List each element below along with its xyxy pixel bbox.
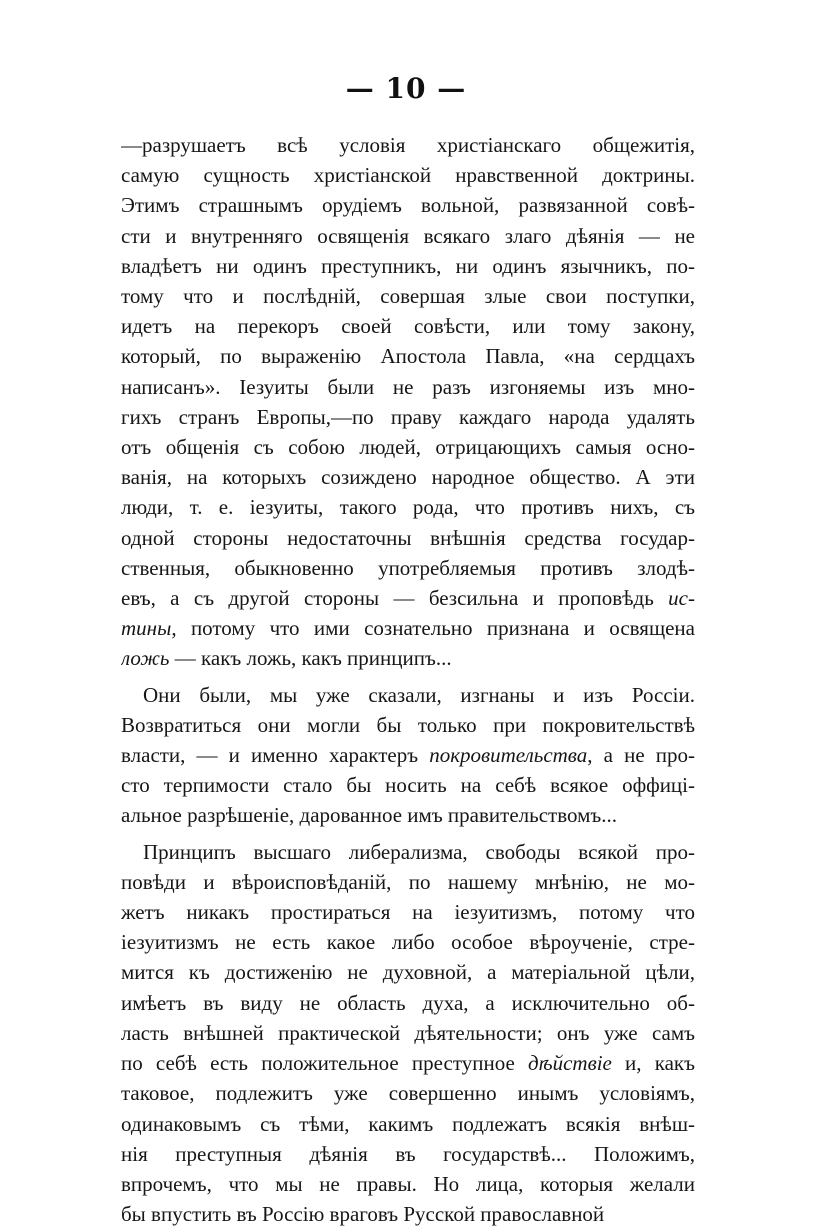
text-segment: — какъ ложь, какъ принципъ... (169, 646, 452, 671)
text-line (121, 927, 695, 957)
text-segment: гихъ странъ Европы,—по праву каждаго народа удалять (121, 404, 695, 429)
italic-text: ис- (668, 586, 695, 611)
text-segment: тому что и послѣдній, совершая злые свои поступки, (121, 284, 695, 309)
text-line (121, 1078, 695, 1108)
paragraph (121, 837, 695, 1229)
text-line (121, 1139, 695, 1169)
text-segment: люди, т. е. іезуиты, такого рода, что противъ нихъ, съ (121, 495, 695, 520)
text-segment: іезуитизмъ не есть какое либо особое вѣроученіе, стре- (121, 930, 695, 955)
text-segment: мится къ достиженію не духовной, а матеріальной цѣли, (121, 960, 695, 985)
text-line (121, 281, 695, 311)
italic-text: тины (121, 616, 172, 641)
text-segment: самую сущность христіанской нравственной доктрины. (121, 163, 695, 188)
text-segment: сти и внутренняго освященія всякаго злаго дѣянія — не (121, 223, 695, 248)
text-segment: отъ общенія съ собою людей, отрицающихъ самыя осно- (121, 435, 695, 460)
text-line (121, 553, 695, 583)
text-line (121, 680, 695, 710)
text-line (121, 1199, 695, 1229)
paragraph (121, 130, 695, 674)
text-segment: идетъ на перекоръ своей совѣсти, или тому закону, (121, 314, 695, 339)
italic-text: ложь (121, 646, 170, 671)
text-line (121, 710, 695, 740)
text-segment: , потому что ими сознательно признана и освящена (171, 616, 695, 641)
text-segment: евъ, а съ другой стороны — безсильна и проповѣдь (121, 586, 669, 611)
text-segment: Этимъ страшнымъ орудіемъ вольной, развязанной совѣ- (121, 193, 695, 218)
text-line (121, 988, 695, 1018)
text-line (121, 1048, 695, 1078)
text-line (121, 837, 695, 867)
text-segment: по себѣ есть положительное преступное (121, 1051, 528, 1076)
text-segment: ственныя, обыкновенно употребляемыя противъ злодѣ- (121, 555, 695, 580)
paragraph (121, 680, 695, 831)
text-segment: таковое, подлежитъ уже совершенно инымъ условіямъ, (121, 1081, 695, 1106)
text-segment: ласть внѣшней практической дѣятельности; онъ уже самъ (121, 1020, 695, 1045)
text-line (121, 492, 695, 522)
text-line (121, 957, 695, 987)
text-segment: , а не про- (587, 743, 695, 768)
text-line (121, 130, 695, 160)
text-line (121, 190, 695, 220)
text-line (121, 1169, 695, 1199)
text-segment: жетъ никакъ простираться на іезуитизмъ, потому что (121, 900, 695, 925)
text-segment: бы впустить въ Россію враговъ Русской православной (121, 1202, 605, 1227)
text-segment: Возвратиться они могли бы только при покровительствѣ (121, 712, 695, 737)
text-segment: имѣетъ въ виду не область духа, а исключительно об- (121, 990, 695, 1015)
text-line (121, 523, 695, 553)
text-line (121, 867, 695, 897)
text-line (121, 897, 695, 927)
text-segment: владѣетъ ни одинъ преступникъ, ни одинъ язычникъ, по- (121, 253, 695, 278)
text-line (121, 1109, 695, 1139)
text-line (121, 1018, 695, 1048)
text-segment: впрочемъ, что мы не правы. Но лица, которыя желали (121, 1171, 695, 1196)
text-line (121, 800, 695, 830)
text-line (121, 643, 695, 673)
text-segment: альное разрѣшеніе, дарованное имъ правительствомъ... (121, 803, 617, 828)
text-segment: Принципъ высшаго либерализма, свободы всякой про- (143, 839, 695, 864)
text-segment: одинаковымъ съ тѣми, какимъ подлежатъ всякія внѣш- (121, 1111, 695, 1136)
text-line (121, 613, 695, 643)
text-segment: ванія, на которыхъ созиждено народное общество. А эти (121, 465, 695, 490)
text-line (121, 402, 695, 432)
text-segment: —разрушаетъ всѣ условія христіанскаго общежитія, (121, 133, 695, 157)
text-line (121, 221, 695, 251)
body-text (121, 130, 695, 1229)
italic-text: дѣйствіе (527, 1051, 612, 1076)
text-line (121, 251, 695, 281)
text-segment: Они были, мы уже сказали, изгнаны и изъ Россіи. (143, 682, 695, 707)
text-segment: власти, — и именно характеръ (121, 743, 430, 768)
text-line (121, 311, 695, 341)
text-segment: одной стороны недостаточны внѣшнія средства государ- (121, 525, 695, 550)
text-line (121, 160, 695, 190)
text-line (121, 341, 695, 371)
text-segment: сто терпимости стало бы носить на себѣ всякое оффиці- (121, 773, 695, 798)
text-segment: написанъ». Іезуиты были не разъ изгоняемы изъ мно- (121, 374, 695, 399)
italic-text: покровительства (429, 743, 588, 768)
text-line (121, 462, 695, 492)
text-segment: нія преступныя дѣянія въ государствѣ... Положимъ, (121, 1141, 695, 1166)
text-segment: и, какъ (611, 1051, 695, 1076)
page-number: — 10 — (345, 72, 467, 105)
text-segment: повѣди и вѣроисповѣданій, по нашему мнѣнію, не мо- (121, 869, 695, 894)
text-segment: который, по выраженію Апостола Павла, «на сердцахъ (121, 344, 695, 369)
text-line (121, 372, 695, 402)
text-line (121, 770, 695, 800)
text-line (121, 583, 695, 613)
text-line (121, 432, 695, 462)
text-line (121, 740, 695, 770)
